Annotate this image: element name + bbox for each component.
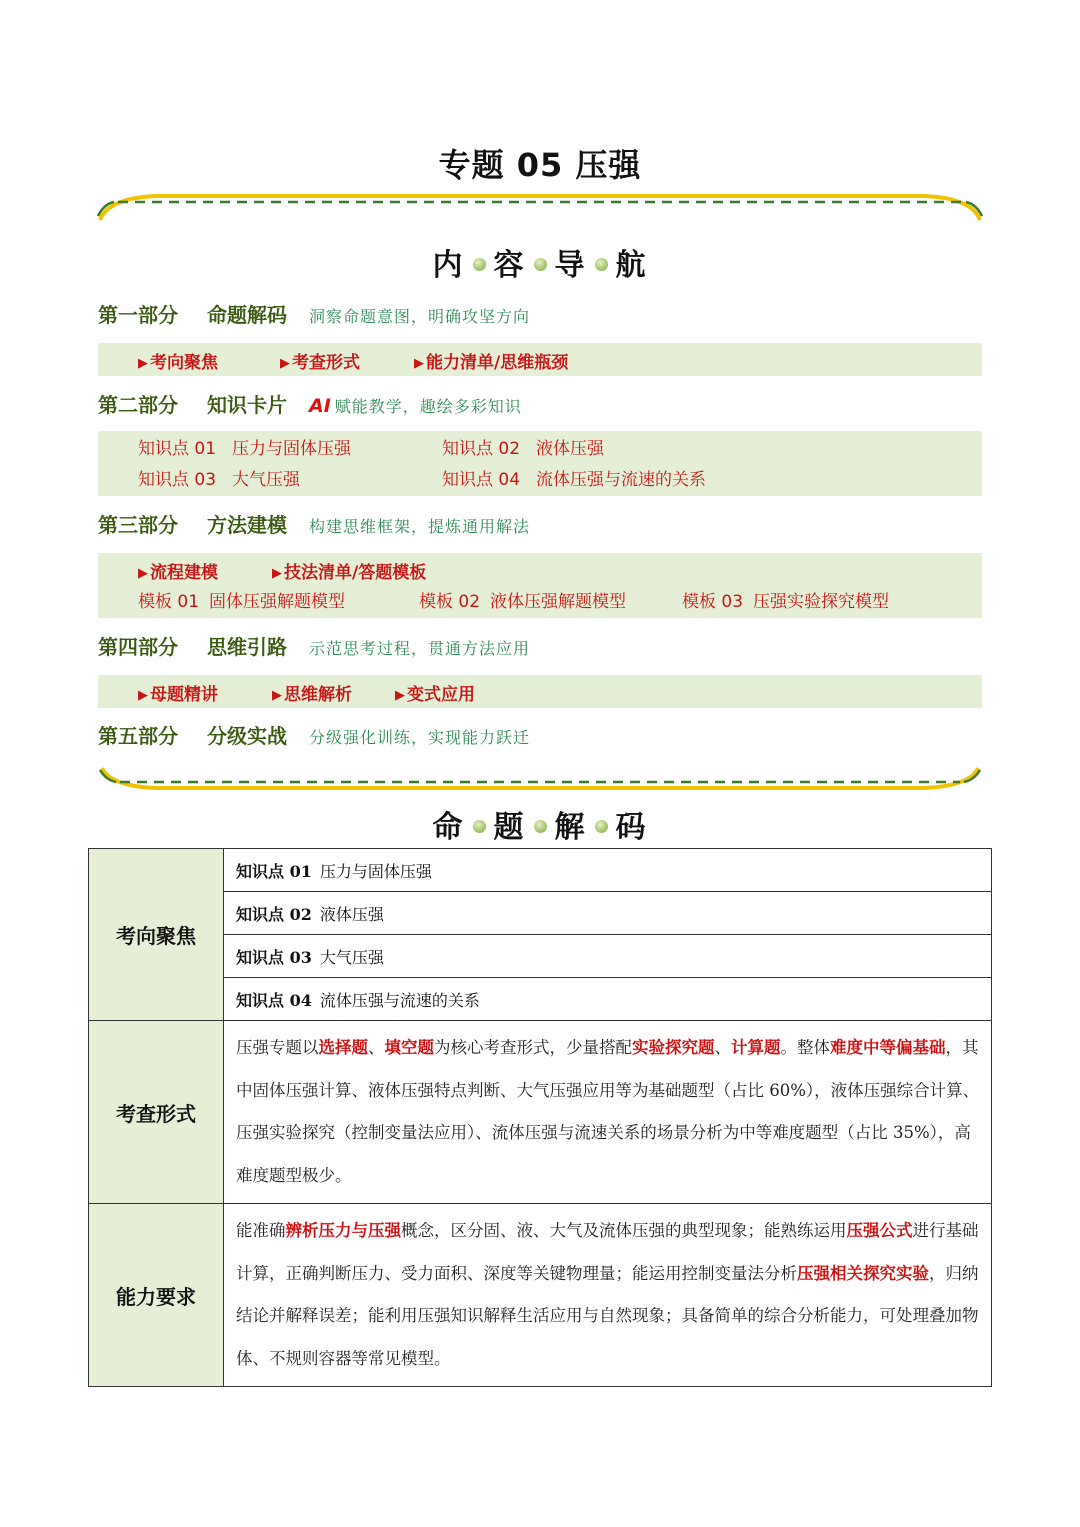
decode-heading: 命 题 解 码	[432, 810, 648, 845]
nav-frame-bottom	[96, 764, 984, 794]
nav-link-analysis[interactable]: ▶ 思维解析	[272, 685, 352, 705]
nav-part-5: 第五部分 分级实战 分级强化训练，实现能力跃迁	[98, 724, 531, 748]
table-row	[89, 935, 992, 978]
nav-template-01[interactable]: 模板 01 固体压强解题模型	[138, 592, 346, 612]
nav-part-4-band	[98, 675, 982, 708]
nav-part-3: 第三部分 方法建模 构建思维框架，提炼通用解法	[98, 513, 531, 537]
nav-link-ability[interactable]: ▶ 能力清单/思维瓶颈	[414, 353, 569, 373]
focus-label: 考向聚焦	[89, 849, 224, 1021]
focus-item-3: 知识点 03 大气压强	[224, 935, 992, 978]
nav-kp-01[interactable]: 知识点 01 压力与固体压强	[138, 439, 352, 459]
focus-item-1: 知识点 01 压力与固体压强	[224, 849, 992, 892]
form-description: 压强专题以选择题、填空题为核心考查形式，少量搭配实验探究题、计算题。整体难度中等偏基础，其中固体压强计算、液体压强特点判断、大气压强应用等为基础题型（占比 60%），液体压强综合计算、压强实验探究（控制变量法应用）、流体压强与流速关系的场景分析为中等难度题型（占比 35%），高难度题型极少。	[224, 1021, 992, 1204]
nav-link-form[interactable]: ▶ 考查形式	[280, 353, 360, 373]
nav-part-1-band	[98, 343, 982, 376]
bullet-dot-icon	[595, 820, 608, 833]
nav-template-03[interactable]: 模板 03 压强实验探究模型	[682, 592, 890, 612]
bullet-dot-icon	[595, 258, 608, 271]
nav-kp-03[interactable]: 知识点 03 大气压强	[138, 470, 301, 490]
nav-kp-02[interactable]: 知识点 02 液体压强	[442, 439, 605, 459]
triangle-right-icon: ▶	[414, 356, 424, 371]
table-row	[89, 892, 992, 935]
form-label: 考查形式	[89, 1021, 224, 1204]
triangle-right-icon: ▶	[280, 356, 290, 371]
nav-link-process[interactable]: ▶ 流程建模	[138, 563, 218, 583]
nav-link-focus[interactable]: ▶ 考向聚焦	[138, 353, 218, 373]
nav-part-2: 第二部分 知识卡片 AI 赋能教学，趣绘多彩知识	[98, 393, 522, 417]
nav-part-2-band	[98, 431, 982, 496]
nav-kp-04[interactable]: 知识点 04 流体压强与流速的关系	[442, 470, 707, 490]
table-row	[89, 1021, 992, 1204]
ability-label: 能力要求	[89, 1204, 224, 1387]
decode-table	[88, 848, 992, 1387]
nav-template-02[interactable]: 模板 02 液体压强解题模型	[419, 592, 627, 612]
triangle-right-icon: ▶	[138, 688, 148, 703]
bullet-dot-icon	[473, 258, 486, 271]
nav-link-mother[interactable]: ▶ 母题精讲	[138, 685, 218, 705]
nav-part-4: 第四部分 思维引路 示范思考过程，贯通方法应用	[98, 635, 531, 659]
focus-item-2: 知识点 02 液体压强	[224, 892, 992, 935]
nav-part-3-band	[98, 553, 982, 618]
table-row	[89, 849, 992, 892]
triangle-right-icon: ▶	[272, 688, 282, 703]
bullet-dot-icon	[534, 820, 547, 833]
bullet-dot-icon	[534, 258, 547, 271]
nav-part-1: 第一部分 命题解码 洞察命题意图，明确攻坚方向	[98, 303, 531, 327]
triangle-right-icon: ▶	[138, 356, 148, 371]
nav-frame-top	[96, 190, 984, 226]
nav-heading: 内 容 导 航	[432, 248, 648, 283]
triangle-right-icon: ▶	[272, 566, 282, 581]
page-title: 专题 05 压强	[438, 146, 642, 184]
table-row	[89, 978, 992, 1021]
triangle-right-icon: ▶	[395, 688, 405, 703]
triangle-right-icon: ▶	[138, 566, 148, 581]
bullet-dot-icon	[473, 820, 486, 833]
focus-item-4: 知识点 04 流体压强与流速的关系	[224, 978, 992, 1021]
ability-description: 能准确辨析压力与压强概念，区分固、液、大气及流体压强的典型现象；能熟练运用压强公式进行基础计算，正确判断压力、受力面积、深度等关键物理量；能运用控制变量法分析压强相关探究实验，归纳结论并解释误差；能利用压强知识解释生活应用与自然现象；具备简单的综合分析能力，可处理叠加物体、不规则容器等常见模型。	[224, 1204, 992, 1387]
nav-link-methods[interactable]: ▶ 技法清单/答题模板	[272, 563, 427, 583]
nav-link-variant[interactable]: ▶ 变式应用	[395, 685, 475, 705]
table-row	[89, 1204, 992, 1387]
